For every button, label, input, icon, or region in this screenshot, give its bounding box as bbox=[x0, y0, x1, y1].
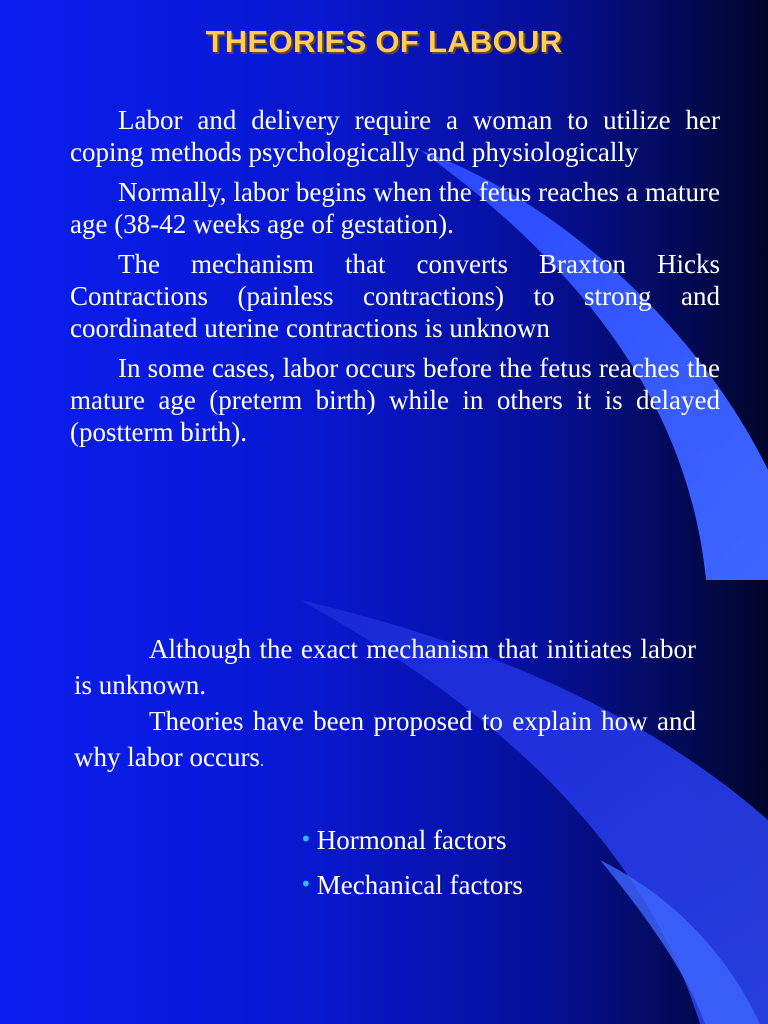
bullet-text: Mechanical factors bbox=[316, 870, 523, 900]
intro-paragraphs bbox=[70, 104, 720, 456]
paragraph-mechanism-unknown: Although the exact mechanism that initiates labor is unknown. bbox=[74, 634, 696, 700]
bullet-icon: • bbox=[300, 872, 312, 896]
paragraph-theories-proposed bbox=[74, 703, 696, 780]
paragraph-1: Labor and delivery require a woman to utilize her coping methods psychologically and physiologically bbox=[70, 105, 720, 167]
theories-intro bbox=[74, 631, 696, 780]
bullet-icon: • bbox=[300, 827, 312, 851]
paragraph-4: In some cases, labor occurs before the fetus reaches the mature age (preterm birth) while in others it is delayed (postterm birth). bbox=[70, 353, 720, 447]
list-item-hormonal bbox=[300, 822, 523, 857]
paragraph-3: The mechanism that converts Braxton Hicks Contractions (painless contractions) to strong and coordinated uterine contractions is unknown bbox=[70, 249, 720, 343]
list-item-mechanical bbox=[300, 867, 523, 902]
theories-text: Theories have been proposed to explain how and why labor occurs bbox=[74, 706, 696, 772]
factor-list bbox=[300, 822, 523, 912]
paragraph-2: Normally, labor begins when the fetus reaches a mature age (38-42 weeks age of gestation). bbox=[70, 177, 720, 239]
slide-title: THEORIES OF LABOUR bbox=[205, 24, 563, 59]
bullet-text: Hormonal factors bbox=[316, 825, 507, 855]
theories-period: . bbox=[259, 753, 264, 770]
